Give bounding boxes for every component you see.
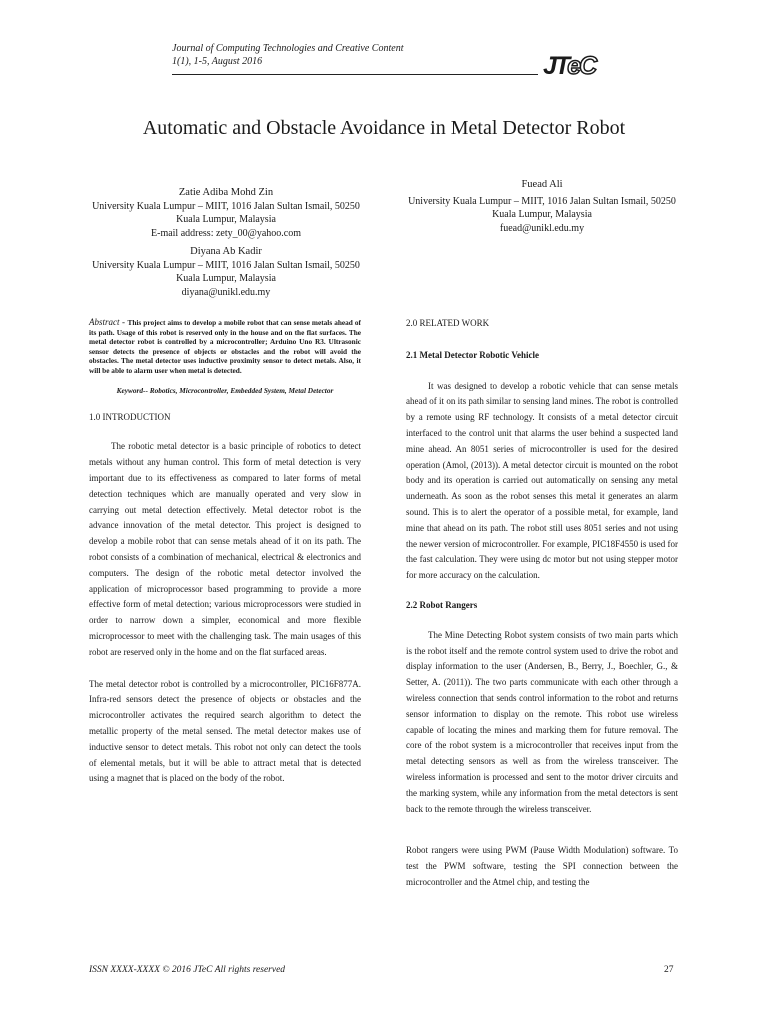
author-affiliation: University Kuala Lumpur – MIIT, 1016 Jalan Sultan Ismail, 50250: [92, 259, 360, 271]
right-column: [406, 316, 678, 891]
paragraph: Robot rangers were using PWM (Pause Width Modulation) software. To test the PWM software, testing the SPI connection between the microcontroller and the Atmel chip, and testing the: [406, 845, 678, 887]
author-affiliation: University Kuala Lumpur – MIIT, 1016 Jalan Sultan Ismail, 50250: [408, 195, 676, 207]
journal-issue: 1(1), 1-5, August 2016: [172, 56, 263, 67]
author-email: E-mail address: zety_00@yahoo.com: [151, 227, 301, 239]
section-heading-introduction: 1.0 INTRODUCTION: [89, 411, 171, 422]
paragraph: The robotic metal detector is a basic principle of robotics to detect metals without any human control. This form of metal detection is very important due to its effectiveness as compared to later forms of metal detection techniques which are manually operated and very slow in carrying out metal detection effectively. Metal detector robot is the advance innovation of the metal detector. This project is designed to develop a mobile robot that can sense metals ahead of it on its path. The robot consists of a combination of mechanical, electrical & electronics and computers. The design of the robotic metal detector involved the application of microprocessor based programming to provide a more effective form of metal detection; various microprocessors were studied in order to narrow down a simpler, economical and more flexible microprocessor to meet with the challenging task. The main usages of this robot are reserved only in the home and on the flat surfaced areas.: [89, 441, 361, 657]
left-column: [89, 318, 361, 787]
author-email: diyana@unikl.edu.my: [181, 286, 271, 298]
author-block-1: [80, 186, 372, 240]
footer-copyright: ISSN XXXX-XXXX © 2016 JTeC All rights reserved: [89, 965, 286, 975]
author-city: Kuala Lumpur, Malaysia: [176, 273, 276, 284]
paragraph: The metal detector robot is controlled by a microcontroller, PIC16F877A. Infra-red sensors detect the presence of objects or obstacles and the microcontroller activates the required search algorithm to detect the metallic property of the metal sensed. The metal detector makes use of inductive sensor to detect metals. This robot not only can detect the tools of elemental metals, but it will be able to attract metal that is detected using a magnet that is placed on the body of the robot.: [89, 678, 361, 784]
author-name: Diyana Ab Kadir: [190, 246, 262, 257]
jtec-logo: [543, 52, 609, 80]
paragraph: The Mine Detecting Robot system consists of two main parts which is the robot itself and the remote control system used to drive the robot and display information to the user (Andersen, B., Berry, J., Boechler, G., & Setter, A. (2011)). The two parts communicate with each other through a wireless connection that sends control information to the robot and returns sensor information to display on the remote. This robot use wireless capable of locating the mines and marking them for future removal. The core of the robot system is a microcontroller that receives input from the metal detecting sensors as well as from the wireless transceiver. The wireless information is processed and sent to the motor driver circuits and the marking system, while any information from the metal detectors is sent back to the remote through the wireless transceiver.: [406, 629, 678, 814]
header-rule: [172, 74, 538, 75]
abstract-lead: Abstract -: [89, 317, 128, 327]
author-name: Fuead Ali: [521, 179, 563, 190]
logo-suffix: eC: [567, 52, 596, 80]
author-block-2: [80, 245, 372, 299]
logo-prefix: JT: [543, 52, 568, 80]
author-city: Kuala Lumpur, Malaysia: [176, 214, 276, 225]
subsection-heading-2-2: 2.2 Robot Rangers: [406, 599, 478, 610]
page-number: 27: [664, 965, 674, 975]
author-affiliation: University Kuala Lumpur – MIIT, 1016 Jalan Sultan Ismail, 50250: [92, 200, 360, 212]
journal-name: Journal of Computing Technologies and Creative Content: [172, 43, 404, 54]
keywords: Keyword-- Robotics, Microcontroller, Embedded System, Metal Detector: [116, 385, 334, 395]
author-block-3: [398, 178, 686, 235]
author-email: fuead@unikl.edu.my: [499, 222, 585, 234]
paragraph: It was designed to develop a robotic vehicle that can sense metals ahead of it on its path similar to sensing land mines. The robot is controlled by a remote using RF technology. It consists of a metal detector circuit interfaced to the control unit that alarms the user behind a suspected land mine ahead. An 8051 series of microcontroller is used for the desired operation (Amol, (2013)). A metal detector circuit is mounted on the robot body and its operation is carried out automatically on sensing any metal underneath. As soon as the robot senses this metal it generates an alarm sound. This is to alert the operator of a possible metal, for example, land mine that ahead on its path. The robot still uses 8051 series and not using the newer version of microcontroller. For example, PIC18F4550 is used for the fast calculation. They were using dc motor but not using stepper motor for more accuracy on the calculation.: [406, 380, 678, 581]
section-heading-related-work: 2.0 RELATED WORK: [406, 318, 490, 328]
paper-title: Automatic and Obstacle Avoidance in Metal Detector Robot: [142, 117, 626, 139]
subsection-heading-2-1: 2.1 Metal Detector Robotic Vehicle: [406, 349, 540, 360]
author-name: Zatie Adiba Mohd Zin: [178, 187, 274, 198]
abstract: [89, 318, 361, 376]
abstract-text: This project aims to develop a mobile robot that can sense metals ahead of its path. Usage of this robot is reserved only in the house and on the flat surfaces. The metal detector robot is controlled by a microcontroller; Arduino Uno R3. Ultrasonic sensor detects the presence of objects or obstacles and the robot will avoid the obstacles. The metal detector uses inductive proximity sensor to detect metals. Also, it will be able to alarm user when metal is detected.: [89, 318, 361, 375]
journal-header: [172, 42, 403, 68]
author-city: Kuala Lumpur, Malaysia: [492, 209, 592, 220]
